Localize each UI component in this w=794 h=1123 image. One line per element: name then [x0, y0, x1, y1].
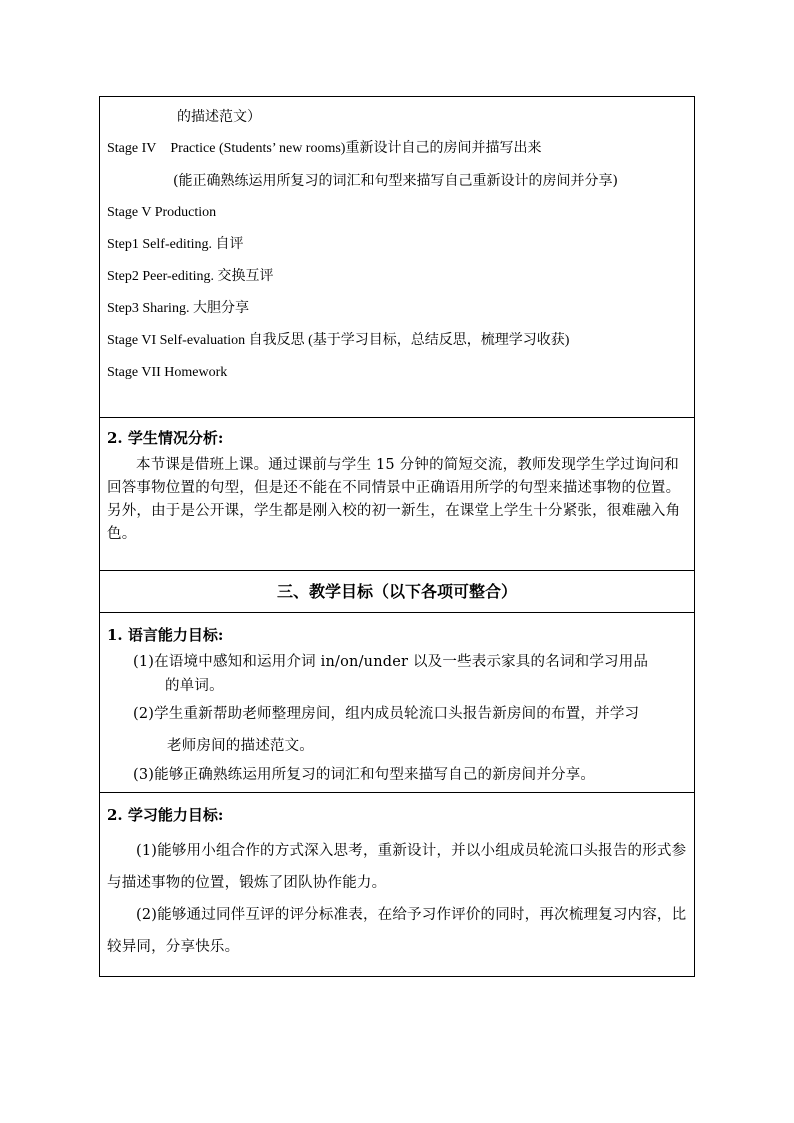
learning-goals-cell — [100, 793, 695, 977]
stage-iv-line — [107, 133, 687, 165]
stage-iv-note: (能正确熟练运用所复习的词汇和句型来描写自己重新设计的房间并分享) — [173, 173, 618, 189]
step3-line: Step3 Sharing. 大胆分享 — [107, 301, 249, 316]
step1-line: Step1 Self-editing. 自评 — [107, 237, 244, 252]
learning-goals-heading: 2. 学习能力目标: — [107, 806, 224, 824]
language-goal-1a: (1)在语境中感知和运用介词 in/on/under 以及一些表示家具的名词和学习用品 — [133, 654, 649, 670]
learning-goal-1: (1)能够用小组合作的方式深入思考，重新设计，并以小组成员轮流口头报告的形式参与描述事物的位置，锻炼了团队协作能力。 — [107, 843, 687, 891]
stage-v-line: Stage V Production — [107, 205, 217, 220]
language-goal-2b: 老师房间的描述范文。 — [167, 738, 314, 754]
stage-vi-line: Stage VI Self-evaluation 自我反思 (基于学习目标，总结反思，梳理学习收获) — [107, 333, 570, 348]
student-analysis-cell — [100, 418, 695, 571]
language-goal-3: (3)能够正确熟练运用所复习的词汇和句型来描写自己的新房间并分享。 — [133, 767, 596, 783]
language-goal-2a: (2)学生重新帮助老师整理房间，组内成员轮流口头报告新房间的布置，并学习 — [133, 706, 640, 722]
stage-iv-text: Practice (Students’ new rooms)重新设计自己的房间并描写出来 — [170, 141, 542, 156]
language-goal-1b: 的单词。 — [165, 678, 224, 694]
lesson-plan-table — [99, 96, 695, 977]
learning-goal-2: (2)能够通过同伴互评的评分标准表，在给予习作评价的同时，再次梳理复习内容，比较异同，分享快乐。 — [107, 907, 687, 955]
stage-iv-label: Stage IV — [107, 141, 157, 156]
step2-line: Step2 Peer-editing. 交换互评 — [107, 269, 274, 284]
stages-cell — [100, 97, 695, 418]
student-analysis-body: 本节课是借班上课。通过课前与学生 15 分钟的简短交流，教师发现学生学过询问和回答事物位置的句型，但是还不能在不同情景中正确语用所学的句型来描述事物的位置。另外，由于是公开课，学生都是刚入校的初一新生，在课堂上学生十分紧张，很难融入角色。 — [107, 457, 681, 542]
section3-title-cell — [100, 571, 695, 613]
student-analysis-heading: 2. 学生情况分析: — [107, 429, 224, 447]
stage-line-continuation: 的描述范文） — [177, 109, 261, 125]
language-goals-heading: 1. 语言能力目标: — [107, 626, 224, 644]
stage-vii-line: Stage VII Homework — [107, 365, 228, 380]
language-goals-cell — [100, 613, 695, 793]
section3-title: 三、教学目标（以下各项可整合） — [276, 581, 517, 601]
